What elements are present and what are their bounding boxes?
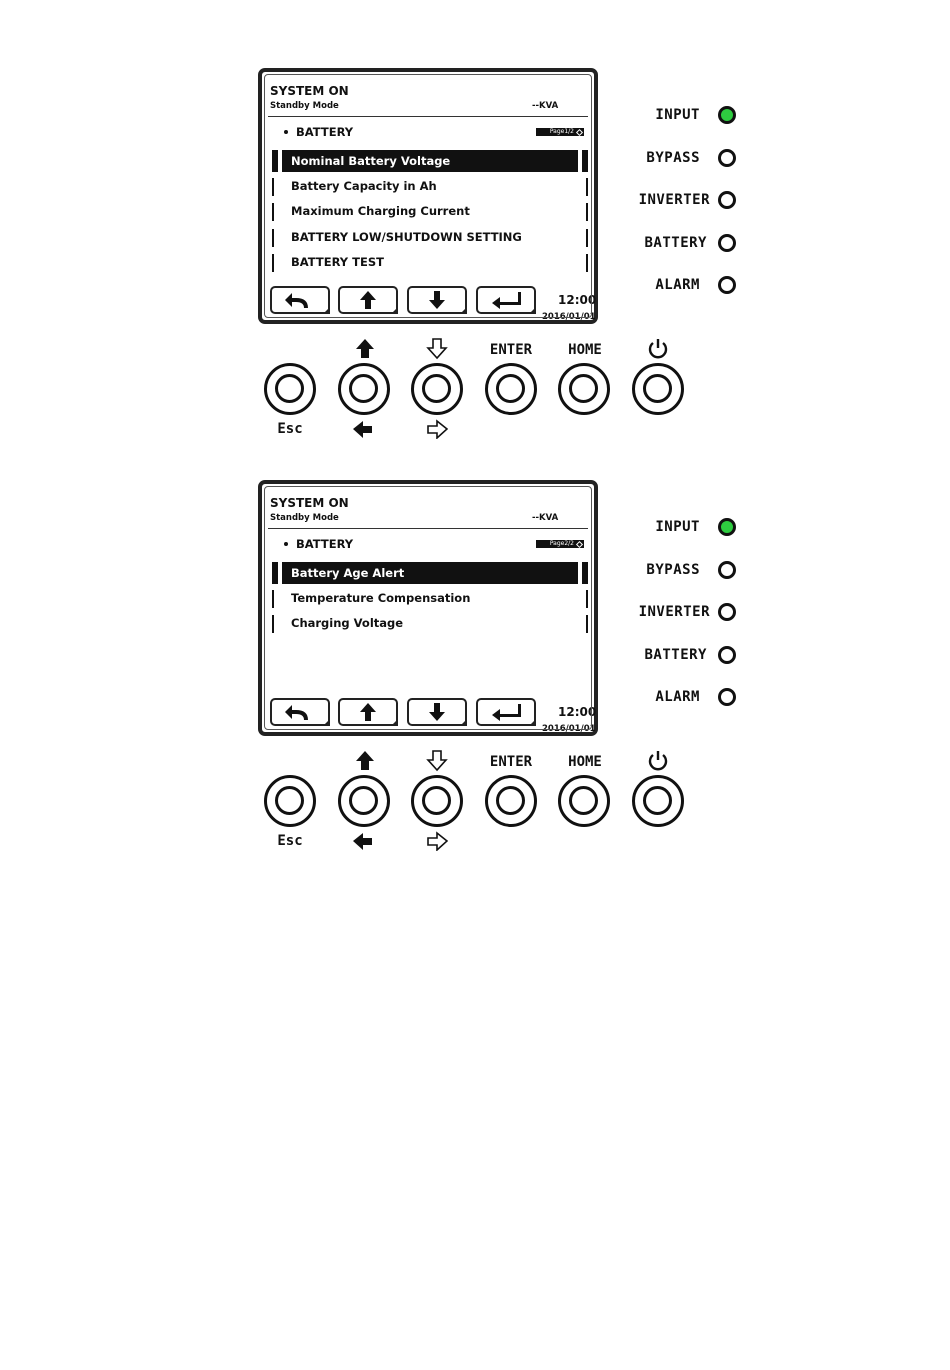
led-label-alarm: ALARM bbox=[655, 277, 700, 293]
ups-panel-page-1 bbox=[0, 66, 950, 466]
esc-label: Esc bbox=[277, 833, 303, 849]
arrow-down-icon bbox=[409, 700, 465, 724]
menu-item-temperature-compensation[interactable]: Temperature Compensation bbox=[272, 588, 588, 608]
esc-label: Esc bbox=[277, 421, 303, 437]
back-icon bbox=[272, 700, 328, 724]
ups-panel-page-2 bbox=[0, 478, 950, 878]
enter-icon bbox=[478, 288, 534, 312]
operating-mode: Standby Mode bbox=[270, 513, 339, 523]
back-icon bbox=[272, 288, 328, 312]
menu-item-battery-low-shutdown[interactable]: BATTERY LOW/SHUTDOWN SETTING bbox=[272, 227, 588, 247]
system-status: SYSTEM ON bbox=[270, 84, 349, 98]
power-icon bbox=[647, 749, 669, 771]
arrow-right-outline-icon bbox=[426, 831, 448, 851]
inverter-led-icon bbox=[718, 191, 736, 209]
menu-item-nominal-battery-voltage[interactable]: Nominal Battery Voltage bbox=[272, 150, 588, 170]
section-title: BATTERY bbox=[284, 125, 353, 139]
alarm-led-icon bbox=[718, 276, 736, 294]
led-label-battery: BATTERY bbox=[644, 647, 707, 663]
arrow-up-icon bbox=[340, 288, 396, 312]
softkey-back[interactable] bbox=[270, 286, 330, 314]
arrow-down-outline-icon bbox=[426, 750, 448, 772]
arrow-up-icon bbox=[340, 700, 396, 724]
led-label-input: INPUT bbox=[655, 107, 700, 123]
menu-item-battery-age-alert[interactable]: Battery Age Alert bbox=[272, 562, 588, 582]
bypass-led-icon bbox=[718, 149, 736, 167]
down-right-button[interactable] bbox=[411, 775, 463, 827]
menu-item-max-charging-current[interactable]: Maximum Charging Current bbox=[272, 201, 588, 221]
esc-button[interactable] bbox=[264, 775, 316, 827]
softkey-enter[interactable] bbox=[476, 698, 536, 726]
input-led-icon bbox=[718, 106, 736, 124]
softkey-up[interactable] bbox=[338, 698, 398, 726]
esc-button[interactable] bbox=[264, 363, 316, 415]
lcd-screen bbox=[258, 68, 598, 324]
softkey-up[interactable] bbox=[338, 286, 398, 314]
header-divider bbox=[268, 528, 588, 529]
arrow-down-icon bbox=[409, 288, 465, 312]
lcd-screen bbox=[258, 480, 598, 736]
arrow-left-solid-icon bbox=[352, 419, 374, 439]
enter-button[interactable] bbox=[485, 775, 537, 827]
clock-date: 2016/01/01 bbox=[542, 724, 596, 734]
page-indicator: Page1/2 bbox=[536, 128, 584, 136]
home-button[interactable] bbox=[558, 775, 610, 827]
up-left-button[interactable] bbox=[338, 363, 390, 415]
clock-time: 12:00 bbox=[558, 293, 597, 307]
kva-readout: --KVA bbox=[532, 101, 559, 111]
led-label-bypass: BYPASS bbox=[646, 150, 700, 166]
home-label: HOME bbox=[568, 342, 602, 358]
up-left-button[interactable] bbox=[338, 775, 390, 827]
led-label-alarm: ALARM bbox=[655, 689, 700, 705]
led-label-inverter: INVERTER bbox=[638, 604, 710, 620]
power-button[interactable] bbox=[632, 363, 684, 415]
enter-label: ENTER bbox=[489, 754, 533, 770]
system-status: SYSTEM ON bbox=[270, 496, 349, 510]
power-icon bbox=[647, 337, 669, 359]
arrow-down-outline-icon bbox=[426, 338, 448, 360]
menu-item-charging-voltage[interactable]: Charging Voltage bbox=[272, 613, 588, 633]
softkey-back[interactable] bbox=[270, 698, 330, 726]
down-right-button[interactable] bbox=[411, 363, 463, 415]
softkey-enter[interactable] bbox=[476, 286, 536, 314]
led-label-bypass: BYPASS bbox=[646, 562, 700, 578]
enter-button[interactable] bbox=[485, 363, 537, 415]
battery-led-icon bbox=[718, 646, 736, 664]
enter-label: ENTER bbox=[489, 342, 533, 358]
arrow-up-solid-icon bbox=[354, 338, 376, 360]
menu-item-battery-test[interactable]: BATTERY TEST bbox=[272, 252, 588, 272]
power-button[interactable] bbox=[632, 775, 684, 827]
page-indicator: Page2/2 bbox=[536, 540, 584, 548]
led-label-input: INPUT bbox=[655, 519, 700, 535]
arrow-up-solid-icon bbox=[354, 750, 376, 772]
clock-time: 12:00 bbox=[558, 705, 597, 719]
home-label: HOME bbox=[568, 754, 602, 770]
battery-led-icon bbox=[718, 234, 736, 252]
alarm-led-icon bbox=[718, 688, 736, 706]
kva-readout: --KVA bbox=[532, 513, 559, 523]
led-label-battery: BATTERY bbox=[644, 235, 707, 251]
input-led-icon bbox=[718, 518, 736, 536]
bullet-icon bbox=[284, 130, 288, 134]
inverter-led-icon bbox=[718, 603, 736, 621]
clock-date: 2016/01/01 bbox=[542, 312, 596, 322]
home-button[interactable] bbox=[558, 363, 610, 415]
header-divider bbox=[268, 116, 588, 117]
softkey-down[interactable] bbox=[407, 698, 467, 726]
arrow-left-solid-icon bbox=[352, 831, 374, 851]
bullet-icon bbox=[284, 542, 288, 546]
enter-icon bbox=[478, 700, 534, 724]
arrow-right-outline-icon bbox=[426, 419, 448, 439]
led-label-inverter: INVERTER bbox=[638, 192, 710, 208]
softkey-down[interactable] bbox=[407, 286, 467, 314]
operating-mode: Standby Mode bbox=[270, 101, 339, 111]
menu-item-battery-capacity[interactable]: Battery Capacity in Ah bbox=[272, 176, 588, 196]
section-title: BATTERY bbox=[284, 537, 353, 551]
bypass-led-icon bbox=[718, 561, 736, 579]
